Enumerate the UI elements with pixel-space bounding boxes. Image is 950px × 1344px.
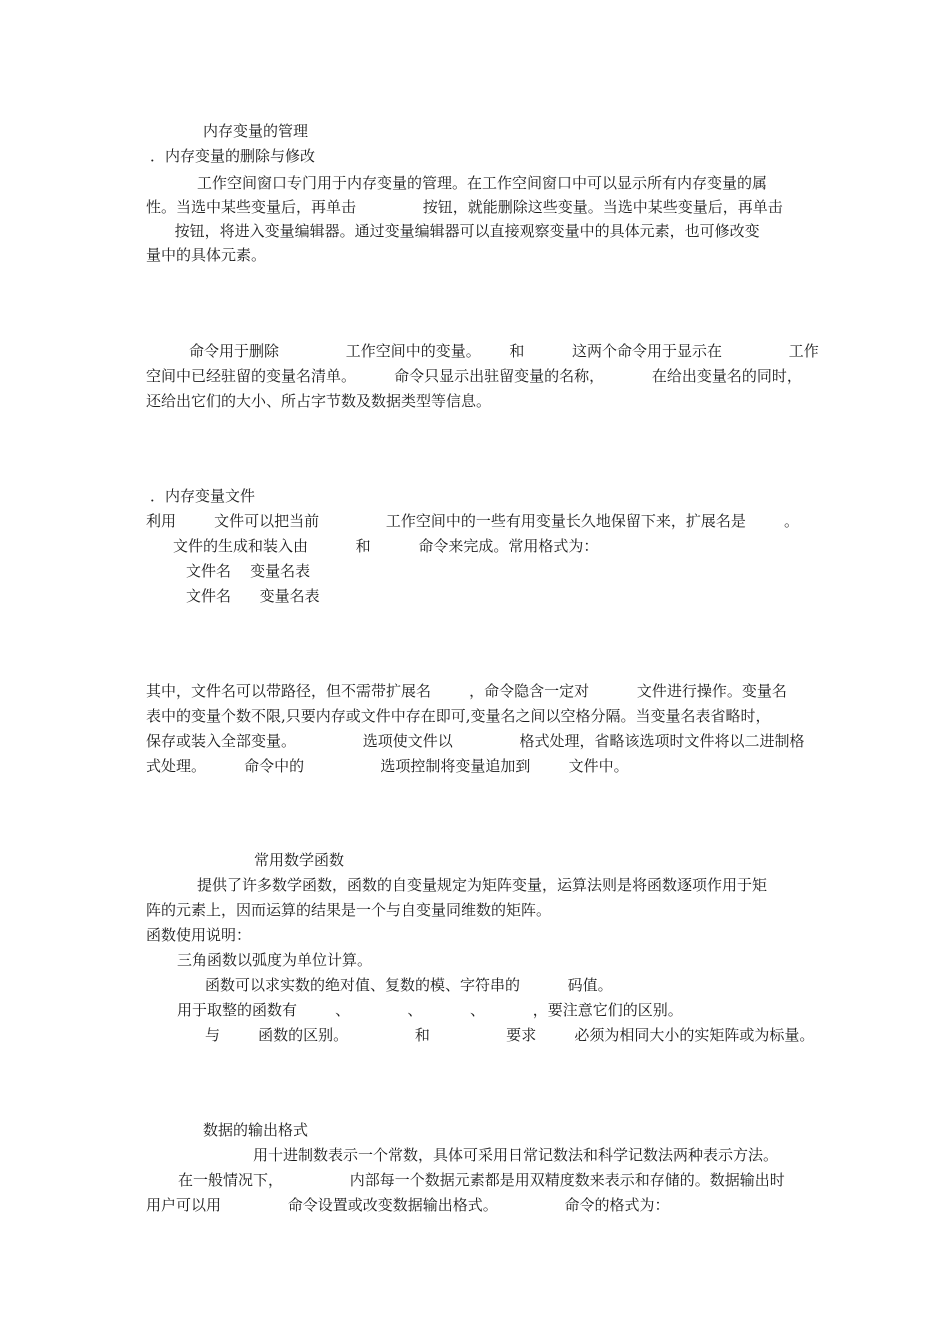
paragraph-line: 提供了许多数学函数，函数的自变量规定为矩阵变量，运算法则是将函数逐项作用于矩 xyxy=(197,876,768,894)
paragraph-line: 其中，文件名可以带路径，但不需带扩展名 ，命令隐含一定对 文件进行操作。变量名 xyxy=(146,682,787,700)
paragraph-line: 在一般情况下， 内部每一个数据元素都是用双精度数来表示和存储的。数据输出时 xyxy=(178,1171,785,1189)
paragraph-line: 命令用于删除 工作空间中的变量。 和 这两个命令用于显示在 工作 xyxy=(189,342,819,360)
usage-label: 函数使用说明： xyxy=(146,926,252,944)
paragraph-line: 用十进制数表示一个常数，具体可采用日常记数法和科学记数法两种表示方法。 xyxy=(253,1146,779,1164)
paragraph-line: 工作空间窗口专门用于内存变量的管理。在工作空间窗口中可以显示所有内存变量的属 xyxy=(197,174,768,192)
paragraph-line: 空间中已经驻留的变量名清单。 命令只显示出驻留变量的名称， 在给出变量名的同时， xyxy=(146,367,802,385)
list-item: 函数可以求实数的绝对值、复数的模、字符串的 码值。 xyxy=(205,976,613,994)
format-line: 文件名 变量名表 xyxy=(186,562,311,580)
paragraph-line: 阵的元素上，因而运算的结果是一个与自变量同维数的矩阵。 xyxy=(146,901,552,919)
section-heading: 常用数学函数 xyxy=(254,851,345,869)
paragraph-line: 还给出它们的大小、所占字节数及数据类型等信息。 xyxy=(146,392,492,410)
section-subheading: ．内存变量的删除与修改 xyxy=(150,147,316,165)
paragraph-line: 用户可以用 命令设置或改变数据输出格式。 命令的格式为： xyxy=(146,1196,670,1214)
paragraph-line: 性。当选中某些变量后，再单击 按钮，就能删除这些变量。当选中某些变量后，再单击 xyxy=(146,198,783,216)
list-item: 三角函数以弧度为单位计算。 xyxy=(177,951,373,969)
section-heading: 数据的输出格式 xyxy=(203,1121,309,1139)
list-item: 用于取整的函数有 、 、 、 ，要注意它们的区别。 xyxy=(177,1001,683,1019)
paragraph-line: 表中的变量个数不限,只要内存或文件中存在即可,变量名之间以空格分隔。当变量名表省略时， xyxy=(146,707,771,725)
paragraph-line: 量中的具体元素。 xyxy=(146,246,267,264)
paragraph-line: 保存或装入全部变量。 选项使文件以 格式处理，省略该选项时文件将以二进制格 xyxy=(146,732,805,750)
section-heading: 内存变量的管理 xyxy=(203,122,309,140)
paragraph-line: 式处理。 命令中的 选项控制将变量追加到 文件中。 xyxy=(146,757,629,775)
section-subheading: ．内存变量文件 xyxy=(150,487,256,505)
paragraph-line: 按钮，将进入变量编辑器。通过变量编辑器可以直接观察变量中的具体元素，也可修改变 xyxy=(146,222,760,240)
paragraph-line: 利用 文件可以把当前 工作空间中的一些有用变量长久地保留下来，扩展名是 。 xyxy=(146,512,800,530)
list-item: 与 函数的区别。 和 要求 必须为相同大小的实矩阵或为标量。 xyxy=(205,1026,815,1044)
format-line: 文件名 变量名表 xyxy=(186,587,320,605)
paragraph-line: 文件的生成和装入由 和 命令来完成。常用格式为： xyxy=(173,537,599,555)
